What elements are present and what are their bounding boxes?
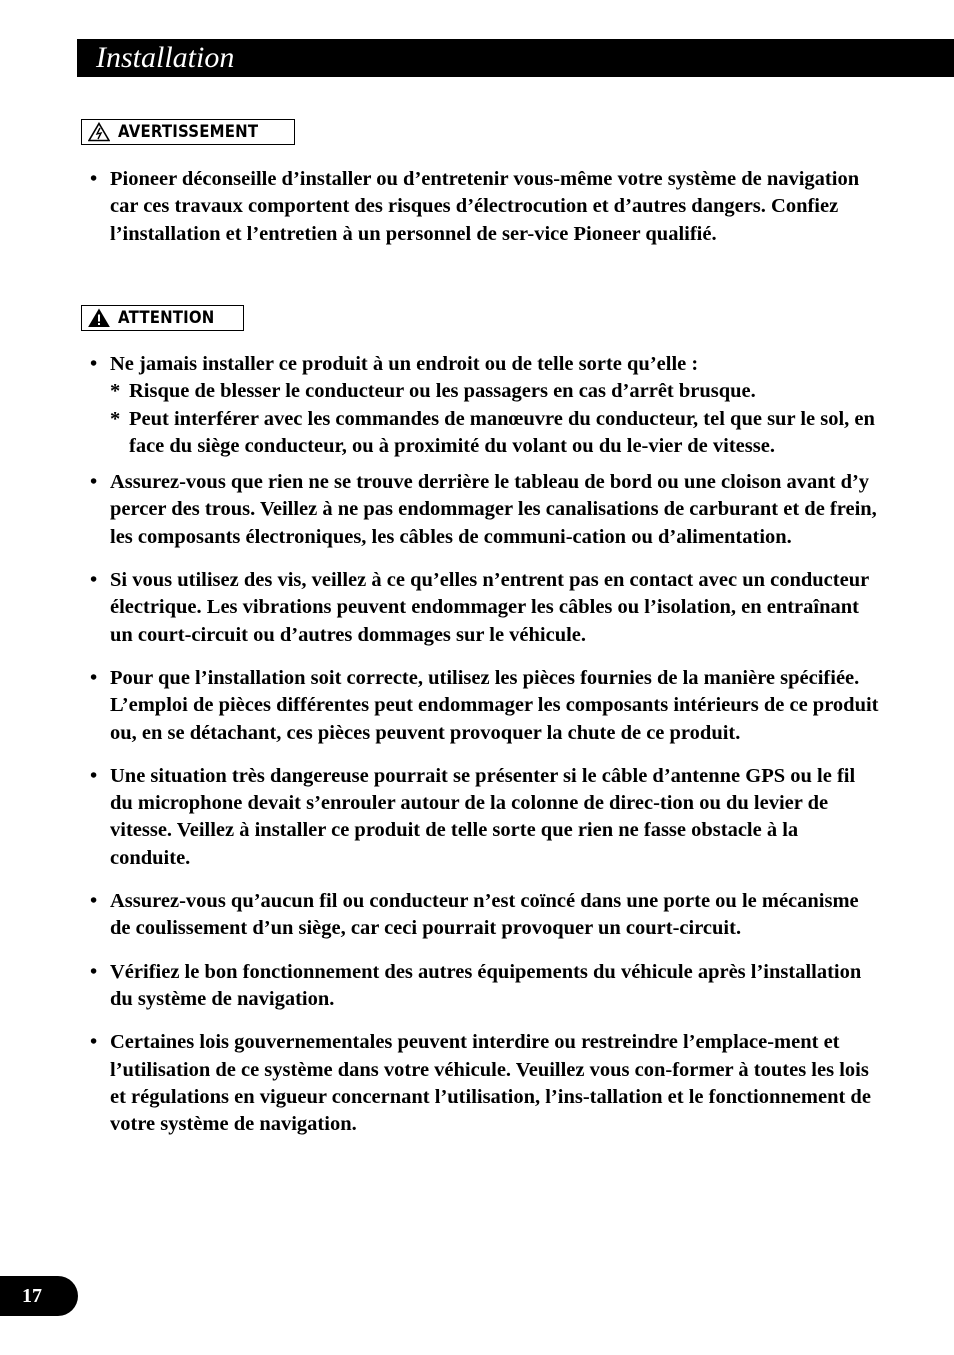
list-item-text: Pioneer déconseille d’installer ou d’entretenir vous-même votre système de navigation car ces travaux comportent des risques d’électrocution et d’autres dangers. Confiez l’installation et l’entretien à un personnel de ser-vice Pioneer qualifié. <box>110 168 860 245</box>
warning-label <box>81 119 295 145</box>
bullet-mark: • <box>90 960 98 983</box>
bullet-mark: • <box>90 1031 98 1054</box>
sub-item-text: Risque de blesser le conducteur ou les passagers en cas d’arrêt brusque. <box>129 380 756 403</box>
list-item-text: Assurez-vous que rien ne se trouve derrière le tableau de bord ou une cloison avant d’y percer des trous. Veillez à ne pas endommager les canalisations de carburant et de frein, les composants électroniques, les câbles de communi-cation ou d’alimentation. <box>110 471 877 548</box>
section-title: Installation <box>96 41 235 74</box>
caution-list <box>90 351 880 1138</box>
bullet-mark: • <box>90 890 98 913</box>
bullet-mark: • <box>90 764 98 787</box>
sub-mark: * <box>110 407 121 430</box>
list-item <box>90 959 880 1014</box>
caution-label-text: ATTENTION <box>118 308 215 328</box>
caution-label <box>81 305 244 331</box>
sub-mark: * <box>110 380 121 403</box>
lightning-warning-icon <box>88 122 110 142</box>
sub-item <box>110 378 880 405</box>
list-item <box>90 567 880 649</box>
page-number-tab <box>0 1276 78 1316</box>
list-item-text: Ne jamais installer ce produit à un endroit ou de telle sorte qu’elle : <box>110 353 699 375</box>
list-item-text: Vérifiez le bon fonctionnement des autres équipements du véhicule après l’installation du système de navigation. <box>110 960 862 1010</box>
sub-item-text: Peut interférer avec les commandes de manœuvre du conducteur, tel que sur le sol, en face du siège conducteur, ou à proximité du volant ou du le-vier de vitesse. <box>129 407 875 457</box>
list-item-text: Pour que l’installation soit correcte, utilisez les pièces fournies de la manière spécifiée. L’emploi de pièces différentes peut endommager les composants intérieurs de ce produit ou, en se détachant, ces pièces peuvent provoquer la chute de ce produit. <box>110 666 879 744</box>
bullet-mark: • <box>90 353 98 375</box>
warning-triangle-icon <box>88 308 110 328</box>
list-item <box>90 763 880 872</box>
list-item-text: Certaines lois gouvernementales peuvent interdire ou restreindre l’emplace-ment et l’utilisation de ce système dans votre véhicule. Veuillez vous con-former à toutes les lois et régulations en vigueur concernant l’utilisation, l’ins-tallation et le fonctionnement de votre système de navigation. <box>110 1031 871 1136</box>
bullet-mark: • <box>90 471 98 494</box>
list-item <box>90 166 880 248</box>
list-item <box>90 1029 880 1138</box>
list-item-text: Assurez-vous qu’aucun fil ou conducteur n’est coïncé dans une porte ou le mécanisme de coulissement d’un siège, car ceci pourrait provoquer un court-circuit. <box>110 890 859 940</box>
bullet-mark: • <box>90 569 98 592</box>
page-number: 17 <box>22 1284 42 1307</box>
bullet-mark: • <box>90 666 98 689</box>
sub-item <box>110 406 880 461</box>
list-item-text: Si vous utilisez des vis, veillez à ce qu’elles n’entrent pas en contact avec un conducteur électrique. Les vibrations peuvent endommager les câbles ou l’isolation, en entraînant un court-circuit ou d’autres dommages sur le véhicule. <box>110 569 869 646</box>
warning-label-text: AVERTISSEMENT <box>118 122 259 142</box>
list-item <box>90 351 880 460</box>
list-item <box>90 665 880 747</box>
list-item <box>90 469 880 551</box>
bullet-mark: • <box>90 168 98 190</box>
warning-list <box>90 166 880 248</box>
list-item <box>90 888 880 943</box>
section-header-bar <box>77 39 954 77</box>
list-item-text: Une situation très dangereuse pourrait se présenter si le câble d’antenne GPS ou le fil du microphone devait s’enrouler autour de la colonne de direc-tion ou du levier de vitesse. Veillez à installer ce produit de telle sorte que rien ne fasse obstacle à la conduite. <box>110 764 856 869</box>
